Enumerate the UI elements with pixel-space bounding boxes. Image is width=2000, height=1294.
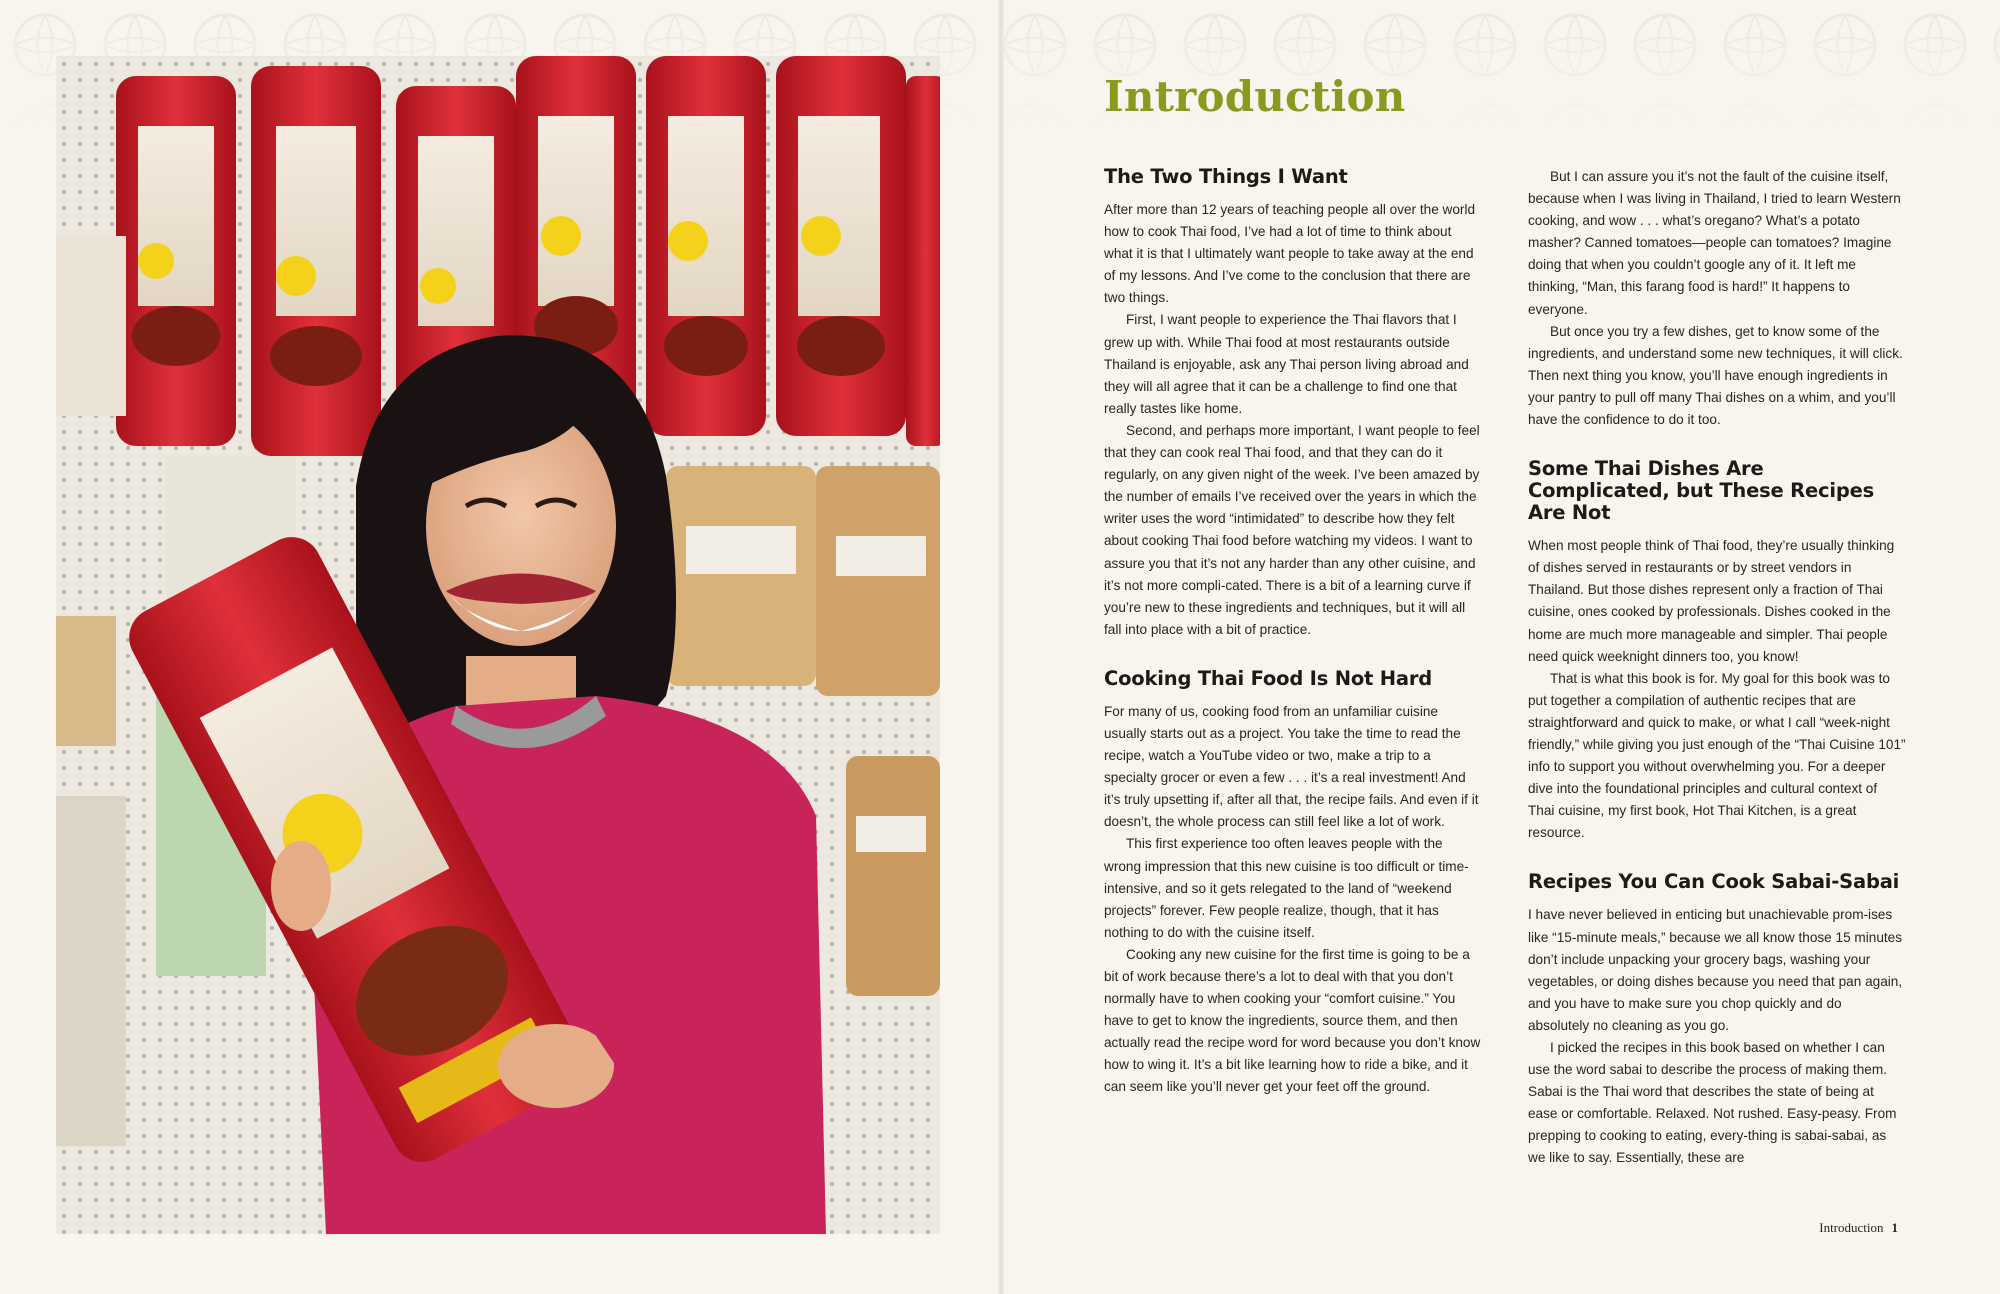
right-page: [1004, 0, 2000, 1294]
paragraph: When most people think of Thai food, they’re usually thinking of dishes served in restaurants or by street vendors in Thailand. But those dishes represent only a fraction of Thai cuisine, ones cooked by professionals. Dishes cooked in the home are much more manageable and simpler. Thai people need quick weeknight dinners too, you know!: [1528, 538, 1895, 664]
section-heading: Some Thai Dishes Are Complicated, but These Recipes Are Not: [1528, 457, 1875, 525]
page-folio: [1819, 1220, 1898, 1236]
paragraph: That is what this book is for. My goal for this book was to put together a compilation of authentic recipes that are straightforward and quick to make, or what I call “week-night friendly,” while giving you just enough of the “Thai Cuisine 101” info to support you without overwhelming you. For a deeper dive into the foundational principles and cultural context of Thai cuisine, my first book, Hot Thai Kitchen, is a great resource.: [1528, 670, 1906, 841]
paragraph: This first experience too often leaves people with the wrong impression that this new cuisine is too difficult or time-intensive, and so it gets relegated to the land of “weekend projects” forever. Few people realize, though, that it has nothing to do with the cuisine itself.: [1104, 836, 1469, 940]
page-title: Introduction: [1104, 72, 1406, 121]
paragraph: I have never believed in enticing but unachievable prom-ises like “15-minute meals,” because we all know those 15 minutes don’t include unpacking your grocery bags, washing your vegetables, or doing dishes because you need that pan again, and you have to make sure you chop quickly and do absolutely no cleaning as you go.: [1528, 907, 1903, 1033]
text-column-right: [1528, 166, 1906, 1197]
section-two-things: [1104, 166, 1482, 641]
section-sabai-sabai: [1528, 871, 1906, 1169]
paragraph: First, I want people to experience the Thai flavors that I grew up with. While Thai food at most restaurants outside Thailand is enjoyable, ask any Thai person living abroad and they will all agree that it can be a challenge to find one that really tastes like home.: [1104, 312, 1469, 416]
paragraph: But once you try a few dishes, get to know some of the ingredients, and understand some new techniques, it will click. Then next thing you know, you’ll have enough ingredients in your pantry to pull off many Thai dishes on a whim, and you’ll have the confidence to do it too.: [1528, 323, 1903, 428]
paragraph: After more than 12 years of teaching people all over the world how to cook Thai food, I’ve had a lot of time to think about what it is that I ultimately want people to take away at the end of my lessons. And I’ve come to the conclusion that there are two things.: [1104, 202, 1476, 306]
section-heading: Recipes You Can Cook Sabai-Sabai: [1528, 870, 1900, 894]
paragraph: Cooking any new cuisine for the first time is going to be a bit of work because there’s a lot to deal with that you don’t normally have to when cooking your “comfort cuisine.” You have to get to know the ingredients, source them, and then actually read the recipe word for word because you don’t know how to wing it. It’s a bit like learning how to ride a bike, and it can seem like you’ll never get your feet off the ground.: [1104, 946, 1481, 1095]
paragraph: I picked the recipes in this book based on whether I can use the word sabai to describe the process of making them. Sabai is the Thai word that describes the state of being at ease or comfortable. Relaxed. Not rushed. Easy-peasy. From prepping to cooking to eating, every-thing is sabai-sabai, as we like to say. Essentially, these are: [1528, 1040, 1897, 1166]
paragraph: But I can assure you it’s not the fault of the cuisine itself, because when I was living in Thailand, I tried to learn Western cooking, and wow . . . what’s oregano? What’s a potato masher? Canned tomatoes—people can tomatoes? Imagine doing that when you couldn’t google any of it. It left me thinking, “Man, this farang food is hard!” It happens to everyone.: [1528, 169, 1901, 317]
section-heading: The Two Things I Want: [1104, 165, 1348, 188]
paragraph: Second, and perhaps more important, I want people to feel that they can cook real Thai food, and that they can do it regularly, on any given night of the week. I’ve been amazed by the number of emails I’ve received over the years in which the writer uses the word “intimidated” to describe how they felt about cooking Thai food before watching my videos. I want to assure you that it’s not any harder than any other cuisine, and it’s not more compli-cated. There is a bit of a learning curve if you’re new to these ingredients and techniques, but it will all fall into place with a bit of practice.: [1104, 422, 1480, 637]
text-column-left: [1104, 166, 1482, 1126]
folio-label: Introduction: [1819, 1220, 1884, 1235]
section-continuation: [1528, 166, 1906, 431]
section-heading: Cooking Thai Food Is Not Hard: [1104, 666, 1433, 690]
author-photo: [56, 56, 940, 1234]
section-complicated-dishes: [1528, 458, 1906, 844]
section-cooking-not-hard: [1104, 668, 1482, 1099]
paragraph: For many of us, cooking food from an unfamiliar cuisine usually starts out as a project. You take the time to read the recipe, watch a YouTube video or two, make a trip to a specialty grocer or even a few . . . it’s a real investment! And it’s truly upsetting if, after all that, the recipe fails. And even if it doesn’t, the whole process can still feel like a lot of work.: [1104, 703, 1479, 830]
page-number: 1: [1891, 1220, 1898, 1235]
